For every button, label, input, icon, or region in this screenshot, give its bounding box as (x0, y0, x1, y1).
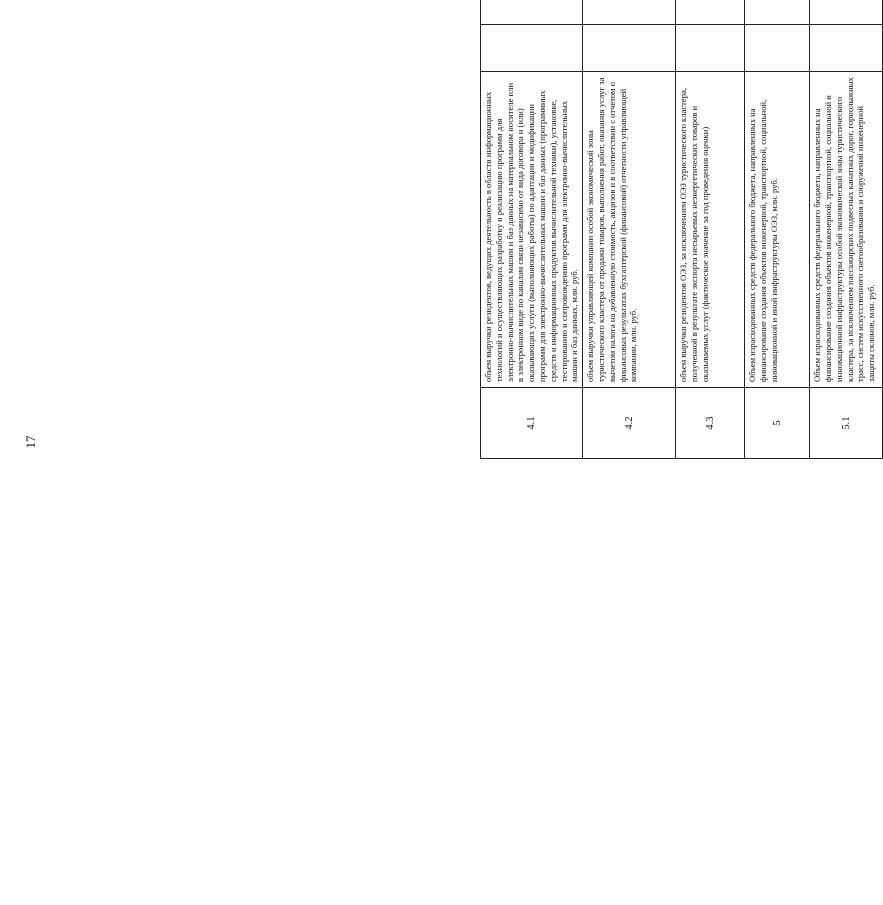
value-cell (810, 25, 883, 72)
row-number-cell: 5.1 (810, 388, 883, 459)
indicator-description: объем выручки резидентов ОЭЗ, за исключением ОЭЗ туристического кластера, полученной в результате экспорта несырьевых неэнергетических товаров и оказываемых услуг (фактическое значение за год проведения оценки) (676, 72, 745, 388)
indicator-description: Объем израсходованных средств федерального бюджета, направленных на финансирование создания объектов инженерной, транспортной, социальной, инновационной и иной инфраструктуры ОЭЗ, млн. руб. (745, 72, 810, 388)
value-cell (583, 25, 676, 72)
table-row (810, 0, 883, 459)
row-number-cell: 4.3 (676, 388, 745, 459)
value-cell (745, 0, 810, 25)
value-cell (481, 0, 583, 25)
row-number-cell: 4.2 (583, 388, 676, 459)
table-row (481, 0, 583, 459)
row-number-cell: 5 (745, 388, 810, 459)
value-cell (745, 25, 810, 72)
value-cell (583, 0, 676, 25)
row-number-cell: 4.1 (481, 388, 583, 459)
table-row (676, 0, 745, 459)
value-cell (810, 0, 883, 25)
value-cell (481, 25, 583, 72)
table-row (745, 0, 810, 459)
table-row (583, 0, 676, 459)
value-cell (676, 25, 745, 72)
indicator-description: Объем израсходованных средств федерального бюджета, направленных на финансирование создания объектов инженерной, транспортной, социальной и инновационной инфраструктуры особой экономической зоны туристического кластера, за исключением пассажирских подвесных канатных дорог, горнолыжных трасс, систем искусственного снегообразования и сооружений инженерной защиты склонов, млн. руб. (810, 72, 883, 388)
indicator-description: объем выручки управляющей компании особой экономической зоны туристического кластера от продажи товаров, выполнения работ, оказания услуг за вычетом налога на добавленную стоимость, акцизов и в соответствии с отчетом о финансовых результатах бухгалтерской (финансовой) отчетности управляющей компании, млн. руб. (583, 72, 676, 388)
value-cell (676, 0, 745, 25)
indicator-description: объем выручки резидентов, ведущих деятельность в области информационных технологий и осуществляющих разработку и реализацию программ для электронно-вычислительных машин и баз данных на материальном носителе или в электронном виде по каналам связи независимо от вида договора и (или) оказывающих услуги (выполняющих работы) по адаптации и модификации программ для электронно-вычислительных машин и баз данных (программных средств и информационных продуктов вычислительной техники), установке, тестированию и сопровождению программ для электронно-вычислительных машин и баз данных, млн. руб. (481, 72, 583, 388)
indicator-table (480, 0, 880, 459)
page-number: 17 (23, 435, 38, 449)
